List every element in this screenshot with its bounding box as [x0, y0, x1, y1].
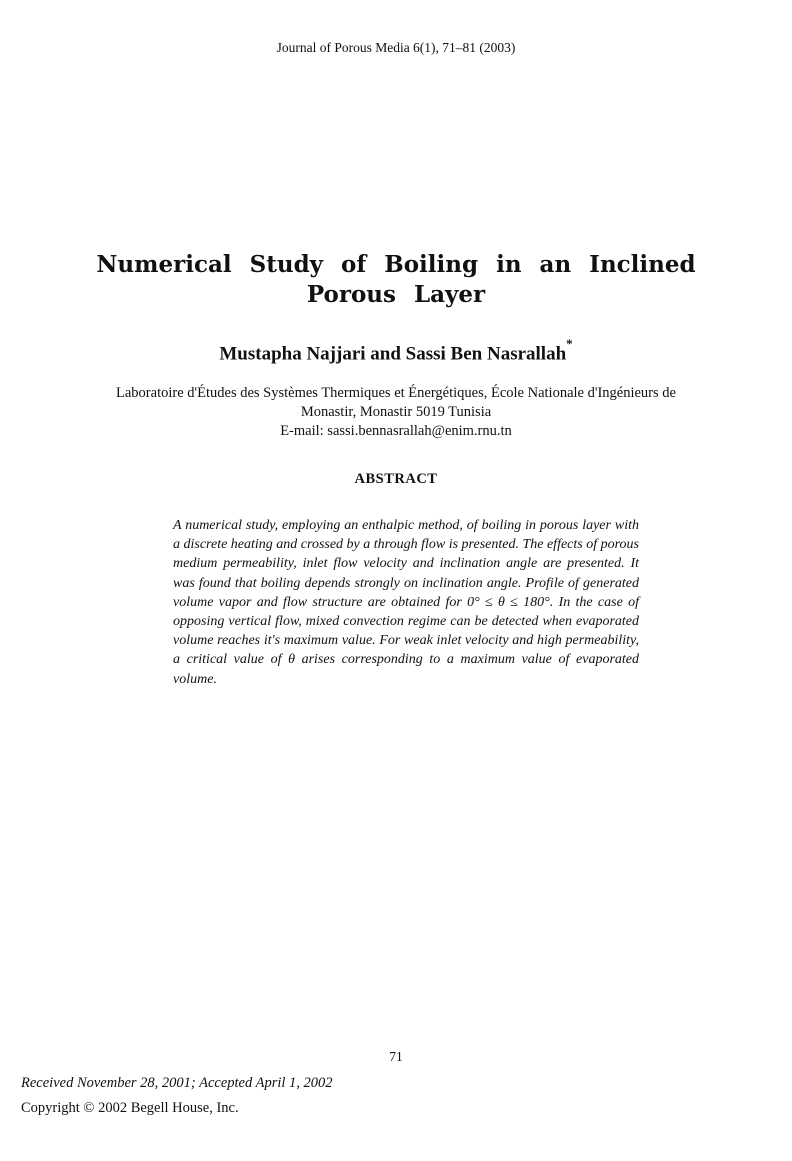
journal-header: Journal of Porous Media 6(1), 71–81 (2003): [276, 40, 516, 55]
received-dates: Received November 28, 2001; Accepted April 1, 2002: [21, 1075, 333, 1091]
affiliation-line-1: Laboratoire d'Études des Systèmes Thermiques et Énergétiques, École Nationale d'Ingénieurs de: [116, 385, 676, 401]
author-line: [0, 336, 792, 365]
corresponding-author-mark: *: [566, 336, 573, 351]
affiliation-line-2: Monastir, Monastir 5019 Tunisia: [300, 404, 492, 420]
abstract-heading: ABSTRACT: [354, 471, 438, 487]
author-email: E-mail: sassi.bennasrallah@enim.rnu.tn: [280, 423, 512, 439]
page-number: 71: [389, 1049, 403, 1064]
abstract-body: A numerical study, employing an enthalpic method, of boiling in porous layer with a discrete heating and crossed by a through flow is presented. The effects of porous medium permeability, inlet flow velocity and inclination angle are presented. It was found that boiling depends strongly on inclination angle. Profile of generated volume vapor and flow structure are obtained for 0° ≤ θ ≤ 180°. In the case of opposing vertical flow, mixed convection regime can be detected when evaporated volume reaches it's maximum value. For weak inlet velocity and high permeability, a critical value of θ arises corresponding to a maximum value of evaporated volume.: [173, 518, 639, 687]
author-names: Mustapha Najjari and Sassi Ben Nasrallah: [219, 343, 567, 365]
affiliation: [30, 384, 762, 441]
copyright-notice: Copyright © 2002 Begell House, Inc.: [21, 1100, 239, 1116]
paper-title: Numerical Study of Boiling in an Inclined Porous Layer: [96, 251, 696, 308]
